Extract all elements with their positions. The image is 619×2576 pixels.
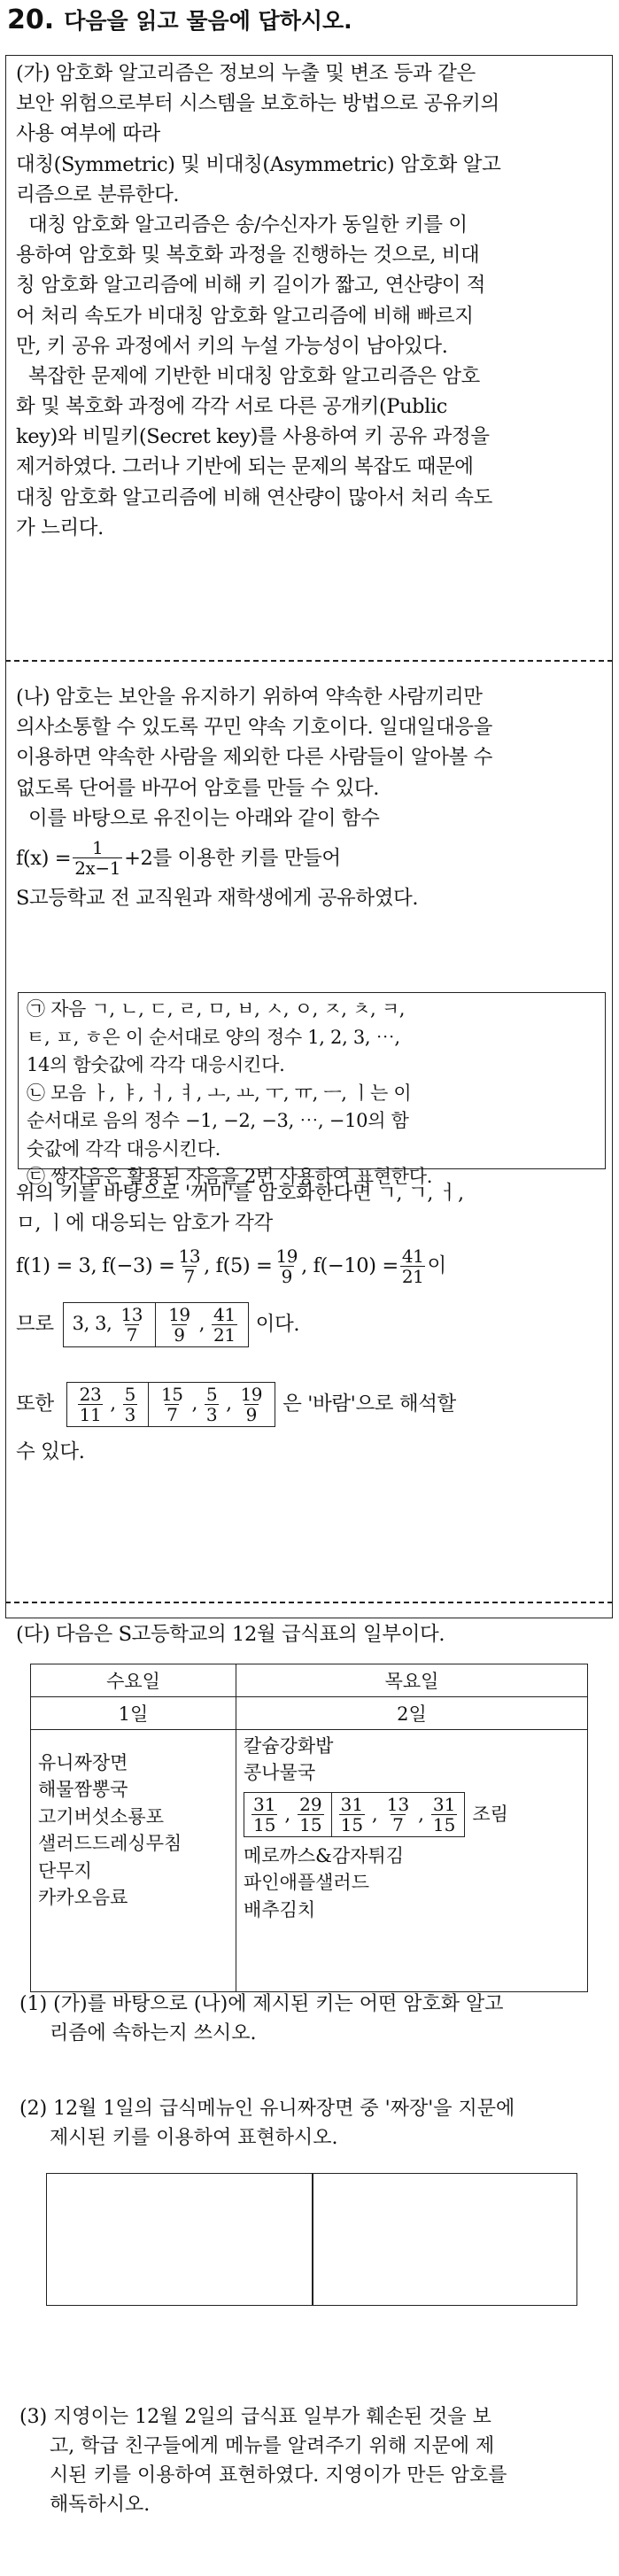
menu-item: 샐러드드레싱무침 — [38, 1833, 182, 1855]
ga-para-1 — [16, 58, 604, 210]
rule-line: ㉢ 쌍자음은 활용된 자음을 2번 사용하여 표현한다. — [27, 1166, 433, 1187]
fraction — [212, 1305, 237, 1345]
problem-number: 20. — [7, 4, 55, 35]
fraction — [205, 1385, 219, 1424]
text-line: 대칭 암호화 알고리즘에 비해 연산량이 많아서 처리 속도 — [16, 485, 492, 509]
menu-item: 해물짬뽕국 — [38, 1779, 128, 1801]
fraction-numerator: 23 — [79, 1383, 102, 1405]
cipher-box: $\frac{15}{7}$ , $\frac{5}{3}$ , $\frac{19}{9}$ — [149, 1382, 275, 1427]
fraction-denominator: 9 — [281, 1265, 292, 1287]
text-line: 고, 학급 친구들에게 메뉴를 알려주기 위해 지문에 제 — [50, 2435, 495, 2457]
text-line: 대칭(Symmetric) 및 비대칭(Asymmetric) 암호화 알고 — [16, 152, 501, 176]
table-row — [31, 1730, 588, 1992]
text-line: 복잡한 문제에 기반한 비대칭 암호화 알고리즘은 암호 — [28, 364, 480, 388]
text-line: ㅁ, ㅣ에 대응되는 암호가 각각 — [16, 1212, 273, 1236]
passage-da-intro — [16, 1619, 604, 1649]
cipher-box: $\frac{31}{15}$ , $\frac{13}{7}$ , $\frac{31}{15}$ — [332, 1792, 466, 1837]
fraction-numerator: 13 — [386, 1793, 410, 1815]
fraction-numerator: 5 — [205, 1383, 218, 1405]
text-line: key)와 비밀키(Secret key)를 사용하여 키 공유 과정을 — [16, 425, 490, 449]
cipher-box: $\frac{23}{11}$ , $\frac{5}{3}$ — [66, 1382, 149, 1427]
rule-line: ㉠ 자음 ㄱ, ㄴ, ㄷ, ㄹ, ㅁ, ㅂ, ㅅ, ㅇ, ㅈ, ㅊ, ㅋ, — [27, 998, 406, 1020]
fraction-numerator: 19 — [168, 1303, 190, 1325]
text-span: , f(−10) = — [301, 1254, 398, 1278]
function-values-line — [16, 1238, 604, 1293]
fraction — [339, 1795, 365, 1835]
rule-line: 숫값에 각각 대응시킨다. — [27, 1137, 221, 1160]
text-span: f(−3) = — [102, 1254, 175, 1278]
fraction — [78, 1385, 104, 1424]
menu-item: 칼슘강화밥 — [244, 1735, 334, 1757]
function-fraction — [73, 838, 122, 878]
answer-box-divider — [312, 2173, 313, 2306]
menu-item: 카카오음료 — [38, 1887, 128, 1909]
rule-line: ㅌ, ㅍ, ㅎ은 이 순서대로 양의 정수 1, 2, 3, ⋯, — [27, 1026, 400, 1048]
text-line: (3) 지영이는 12월 2일의 급식표 일부가 훼손된 것을 보 — [19, 2406, 491, 2428]
fraction-numerator: 41 — [401, 1245, 424, 1267]
text-span: 이 — [427, 1254, 446, 1278]
text-line: 제시된 키를 이용하여 표현하시오. — [50, 2127, 338, 2149]
fraction-denominator: 2x−1 — [74, 857, 121, 880]
fraction-denominator: 15 — [253, 1813, 276, 1835]
text-line: 리즘에 속하는지 쓰시오. — [50, 2022, 257, 2045]
text-line: 만, 키 공유 과정에서 키의 누설 가능성이 남아있다. — [16, 334, 448, 358]
fraction — [251, 1795, 277, 1835]
menu-item: 파인애플샐러드 — [244, 1872, 370, 1894]
passage-na — [16, 682, 604, 913]
fraction-numerator: 13 — [120, 1303, 143, 1325]
fraction-denominator: 15 — [299, 1813, 322, 1835]
menu-item: 유니짜장면 — [38, 1752, 128, 1773]
section-divider — [5, 660, 613, 662]
fraction-numerator: 1 — [91, 837, 104, 859]
text-line: 이용하면 약속한 사람을 제외한 다른 사람들이 알아볼 수 — [16, 746, 492, 770]
cipher-example-line — [16, 1293, 604, 1355]
question-2 — [19, 2094, 604, 2153]
menu-item: 콩나물국 — [244, 1762, 316, 1784]
text-span: 은 '바람'으로 해석할 — [282, 1393, 456, 1416]
fraction-numerator: 19 — [240, 1383, 263, 1405]
table-row — [31, 1664, 588, 1697]
function-label: f(x) = — [16, 846, 72, 870]
example-block — [16, 1178, 604, 1468]
menu-item: 메로까스&감자튀김 — [244, 1844, 404, 1866]
header-cell: 목요일 — [236, 1664, 588, 1697]
fraction-denominator: 9 — [245, 1403, 257, 1425]
menu-list — [244, 1733, 580, 1923]
rule-line: 14의 함숫값에 각각 대응시킨다. — [27, 1054, 285, 1075]
fraction-numerator: 19 — [275, 1245, 298, 1267]
text-line: 의사소통할 수 있도록 꾸민 약속 기호이다. 일대일대응을 — [16, 716, 492, 740]
fraction-numerator: 31 — [340, 1793, 364, 1815]
fraction-numerator: 13 — [178, 1245, 201, 1267]
cipher-example-line-2 — [16, 1371, 604, 1437]
fraction-denominator: 15 — [340, 1813, 364, 1835]
encoded-menu-item — [244, 1792, 580, 1837]
text-line: 사용 여부에 따라 — [16, 122, 160, 146]
cipher-box — [63, 1302, 156, 1347]
question-3 — [19, 2402, 604, 2519]
fraction — [385, 1795, 411, 1835]
text-line: 화 및 복호화 과정에 각각 서로 다른 공개키(Public — [16, 395, 447, 419]
passage-ga — [16, 58, 604, 543]
problem-header — [7, 4, 352, 35]
fraction-denominator: 21 — [401, 1265, 424, 1287]
table-row — [31, 1697, 588, 1730]
fraction — [238, 1385, 264, 1424]
fraction-numerator: 5 — [124, 1383, 135, 1405]
fraction-denominator: 3 — [205, 1403, 218, 1425]
fraction — [119, 1305, 144, 1345]
text-line: (가) 암호화 알고리즘은 정보의 누출 및 변조 등과 같은 — [16, 62, 476, 85]
ga-para-2-rest — [16, 240, 604, 361]
text-line: 대칭 암호화 알고리즘은 송/수신자가 동일한 키를 이 — [28, 213, 468, 237]
text-line: S고등학교 전 교직원과 재학생에게 공유하였다. — [16, 886, 419, 910]
fraction-denominator: 11 — [79, 1403, 102, 1425]
menu-list — [38, 1750, 228, 1912]
text-line: 없도록 단어를 바꾸어 암호를 만들 수 있다. — [16, 776, 379, 800]
question-1 — [19, 1990, 604, 2048]
text-span: 3, 3, — [72, 1313, 112, 1335]
text-line: 수 있다. — [16, 1440, 85, 1464]
text-line: (1) (가)를 바탕으로 (나)에 제시된 키는 어떤 암호화 알고 — [19, 1993, 504, 2015]
ga-para-3 — [16, 361, 604, 392]
text-line: (다) 다음은 S고등학교의 12월 급식표의 일부이다. — [16, 1623, 445, 1646]
text-line: 위의 키를 바탕으로 '꺼미'를 암호화한다면 ㄱ, ㄱ, ㅓ, — [16, 1182, 464, 1205]
text-span: 이다. — [255, 1313, 300, 1337]
menu-item: 고기버섯소룡포 — [38, 1805, 165, 1827]
fraction-denominator: 7 — [166, 1403, 178, 1425]
ga-para-3-rest — [16, 392, 604, 543]
date-cell: 1일 — [31, 1697, 236, 1730]
text-line: (나) 암호는 보안을 유지하기 위하여 약속한 사람끼리만 — [16, 686, 483, 709]
fraction-denominator: 7 — [183, 1265, 195, 1287]
date-cell: 2일 — [236, 1697, 588, 1730]
fraction — [159, 1385, 185, 1424]
lunch-table — [30, 1664, 588, 1992]
rule-line: ㉡ 모음 ㅏ, ㅑ, ㅓ, ㅕ, ㅗ, ㅛ, ㅜ, ㅠ, ㅡ, ㅣ는 이 — [27, 1082, 412, 1104]
text-span: f(1) = 3, — [16, 1254, 97, 1278]
menu-item: 배추김치 — [244, 1898, 316, 1920]
section-divider — [5, 1602, 613, 1603]
text-line: 리즘으로 분류한다. — [16, 182, 180, 206]
fraction — [166, 1305, 192, 1345]
fraction — [400, 1246, 426, 1286]
fraction-numerator: 15 — [160, 1383, 183, 1405]
ga-para-2 — [16, 210, 604, 240]
fraction — [177, 1246, 203, 1286]
text-span: 조림 — [472, 1804, 508, 1826]
fraction-denominator: 21 — [213, 1323, 236, 1346]
problem-instruction: 다음을 읽고 물음에 답하시오. — [64, 8, 352, 34]
text-line: 시된 키를 이용하여 표현하였다. 지영이가 만든 암호를 — [50, 2464, 507, 2487]
menu-item: 단무지 — [38, 1859, 92, 1882]
cipher-box: $\frac{19}{9}$ , $\frac{41}{21}$ — [156, 1302, 249, 1347]
rule-line: 순서대로 음의 정수 −1, −2, −3, ⋯, −10의 함 — [27, 1110, 409, 1131]
text-line: 제거하였다. 그러나 기반에 되는 문제의 복잡도 때문에 — [16, 455, 474, 479]
function-line — [16, 834, 604, 883]
text-line: 용하여 암호화 및 복호화 과정을 진행하는 것으로, 비대 — [16, 244, 480, 268]
cipher-box: $\frac{31}{15}$ , $\frac{29}{15}$ — [244, 1792, 332, 1837]
rules-list — [27, 996, 602, 1191]
text-line: 보안 위험으로부터 시스템을 보호하는 방법으로 공유키의 — [16, 92, 499, 116]
fraction — [123, 1385, 137, 1424]
text-span: +2를 이용한 키를 만들어 — [124, 846, 341, 870]
menu-cell-thu — [236, 1730, 588, 1992]
text-line: 어 처리 속도가 비대칭 암호화 알고리즘에 비해 빠르지 — [16, 304, 474, 328]
fraction — [431, 1795, 457, 1835]
fraction — [274, 1246, 299, 1286]
fraction-denominator: 15 — [432, 1813, 456, 1835]
fraction-denominator: 3 — [124, 1403, 135, 1425]
lunch-table-wrap — [30, 1664, 588, 1992]
fraction-numerator: 31 — [253, 1793, 276, 1815]
text-line: 해독하시오. — [50, 2494, 151, 2516]
menu-cell-wed — [31, 1730, 236, 1992]
fraction-denominator: 7 — [392, 1813, 404, 1835]
fraction-denominator: 7 — [126, 1323, 137, 1346]
fraction-numerator: 31 — [432, 1793, 456, 1815]
fraction-numerator: 29 — [299, 1793, 322, 1815]
text-span: 므로 — [16, 1313, 54, 1337]
text-line: 이를 바탕으로 유진이는 아래와 같이 함수 — [28, 806, 380, 830]
text-line: 칭 암호화 알고리즘에 비해 키 길이가 짧고, 연산량이 적 — [16, 274, 486, 298]
text-line: (2) 12월 1일의 급식메뉴인 유니짜장면 중 '짜장'을 지문에 — [19, 2098, 515, 2120]
text-span: , f(5) = — [204, 1254, 273, 1278]
fraction-denominator: 9 — [174, 1323, 185, 1346]
fraction — [298, 1795, 323, 1835]
header-cell: 수요일 — [31, 1664, 236, 1697]
text-line: 가 느리다. — [16, 516, 104, 539]
text-span: 또한 — [16, 1393, 54, 1416]
fraction-numerator: 41 — [213, 1303, 236, 1325]
